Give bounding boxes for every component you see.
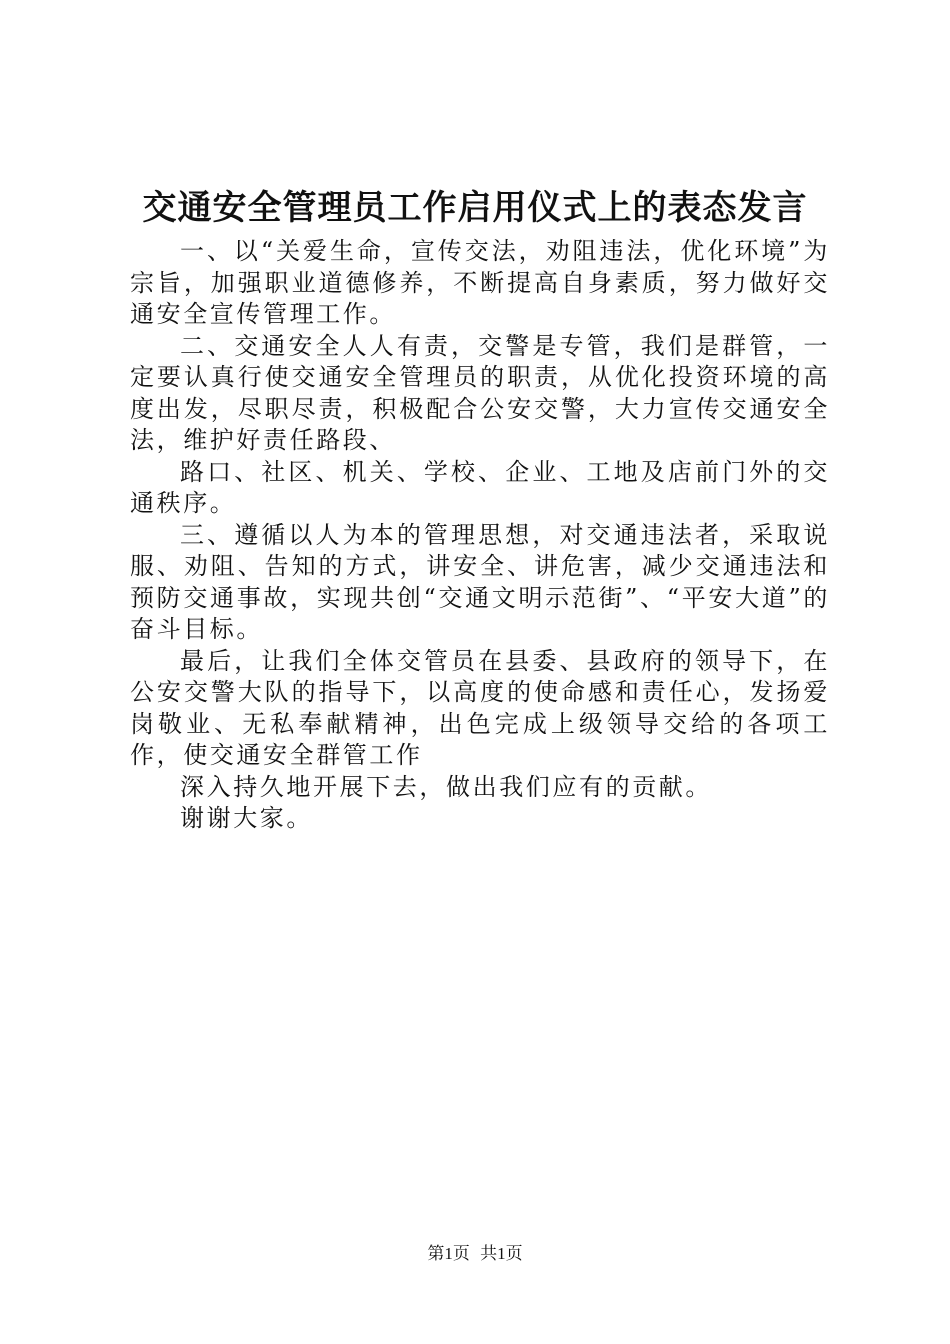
paragraph-5: 最后，让我们全体交管员在县委、县政府的领导下，在公安交警大队的指导下，以高度的使命感和责任心，发扬爱岗敬业、无私奉献精神，出色完成上级领导交给的各项工作，使交通安全群管工作 bbox=[130, 646, 830, 769]
paragraph-1: 一、以“关爱生命，宣传交法，劝阻违法，优化环境”为宗旨，加强职业道德修养，不断提高自身素质，努力做好交通安全宣传管理工作。 bbox=[130, 237, 830, 328]
document-body bbox=[130, 236, 830, 835]
page-footer bbox=[0, 1242, 950, 1266]
paragraph-3: 路口、社区、机关、学校、企业、工地及店前门外的交通秩序。 bbox=[130, 457, 830, 517]
paragraph-7: 谢谢大家。 bbox=[180, 804, 313, 832]
page-total: 共1页 bbox=[480, 1244, 523, 1263]
document-title: 交通安全管理员工作启用仪式上的表态发言 bbox=[142, 188, 808, 228]
page-number: 第1页 bbox=[427, 1244, 470, 1263]
paragraph-6: 深入持久地开展下去，做出我们应有的贡献。 bbox=[180, 772, 712, 801]
paragraph-2: 二、交通安全人人有责，交警是专管，我们是群管，一定要认真行使交通安全管理员的职责，从优化投资环境的高度出发，尽职尽责，积极配合公安交警，大力宣传交通安全法，维护好责任路段、 bbox=[130, 331, 830, 454]
paragraph-4: 三、遵循以人为本的管理思想，对交通违法者，采取说服、劝阻、告知的方式，讲安全、讲危害，减少交通违法和预防交通事故，实现共创“交通文明示范街”、“平安大道”的奋斗目标。 bbox=[130, 520, 830, 643]
